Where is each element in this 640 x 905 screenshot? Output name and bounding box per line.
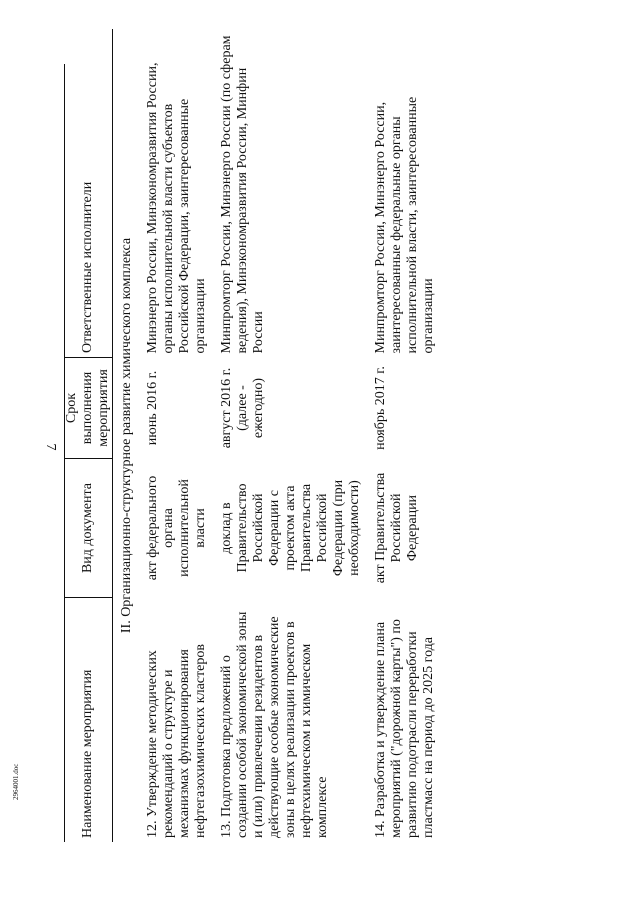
rotated-table-container [64, 35, 574, 842]
table-row [139, 29, 213, 842]
table-top-rule [64, 64, 65, 842]
header-responsible: Ответственные исполнители [64, 29, 113, 358]
row-responsible: Минпромторг России, Минэнерго России, заинтересованные федеральные органы исполнительной власти, заинтересованные организации [373, 96, 436, 354]
table-sheet [64, 35, 574, 842]
footer-document-code: 2964001.doc [12, 763, 20, 800]
row-document-type: акт федерального органа исполнительной власти [145, 475, 208, 581]
row-deadline: август 2016 г. (далее - ежегодно) [219, 367, 266, 449]
table-row [367, 29, 441, 842]
section-row [113, 29, 140, 842]
table-row [213, 29, 367, 842]
row-deadline: июнь 2016 г. [145, 370, 160, 446]
header-measure-name: Наименование мероприятия [64, 598, 113, 843]
section-title: II. Организационно-структурное развитие химического комплекса [119, 237, 134, 634]
row-responsible: Минпромторг России, Минэнерго России (по сферам ведения), Минэкономразвития России, Минфин России [219, 35, 266, 354]
row-measure-name: 14. Разработка и утверждение плана мероприятий ("дорожной карты") по развитию подотрасли переработки пластмасс на период до 2025 года [373, 619, 436, 838]
row-deadline: ноябрь 2017 г. [373, 366, 388, 450]
row-measure-name: 12. Утверждение методических рекомендаций о структуре и механизмах функционирования нефтегазохимических кластеров [145, 644, 208, 838]
header-deadline: Срок выполнения мероприятия [64, 358, 113, 459]
row-measure-name: 13. Подготовка предложений о создании особой экономической зоны и (или) привлечении резидентов в действующие особые экономические зоны в целях реализации проектов в нефтехимическом и химическом комплексе [219, 611, 330, 838]
row-responsible: Минэнерго России, Минэкономразвития России, органы исполнительной власти субъектов Российской Федерации, заинтересованные организации [145, 62, 208, 354]
header-document-type: Вид документа [64, 459, 113, 598]
row-document-type: акт Правительства Российской Федерации [373, 472, 420, 584]
table-header-row [64, 29, 113, 842]
page-number: 7 [43, 443, 58, 451]
row-document-type: доклад в Правительство Российской Федерации с проектом акта Правительства Российской Федерации (при необходимости) [219, 479, 362, 577]
measures-table [64, 29, 441, 842]
